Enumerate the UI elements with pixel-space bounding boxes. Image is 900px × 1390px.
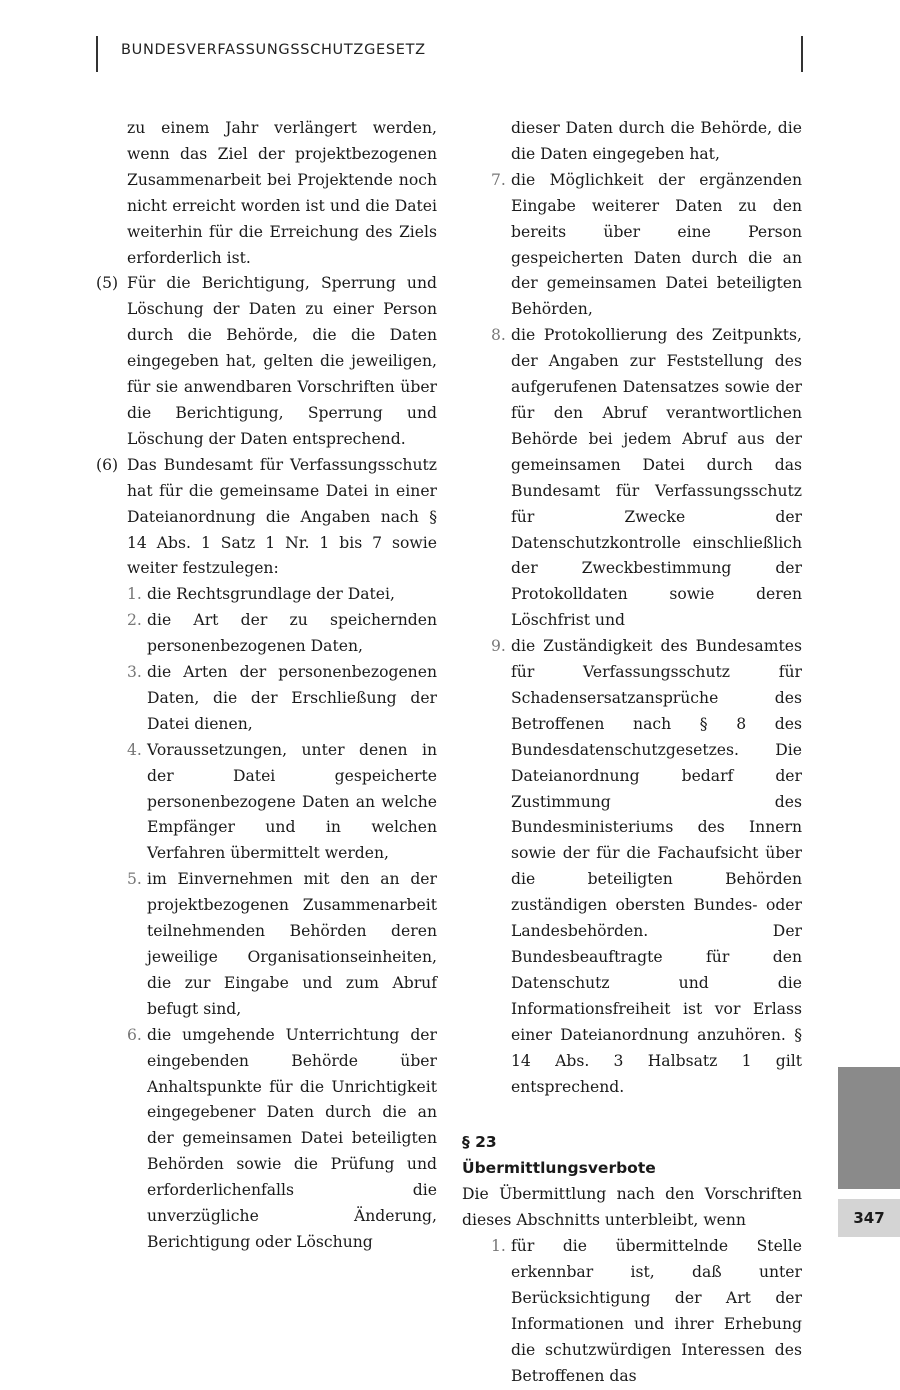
list-item [96, 660, 437, 738]
section-title: Übermittlungsverbote [462, 1159, 656, 1178]
header-rule-right [801, 36, 803, 72]
section-number: § 23 [462, 1133, 497, 1152]
thumb-tab [838, 1067, 900, 1189]
paragraph-number: (6) [96, 455, 119, 474]
item-text: die Zuständigkeit des Bundesamtes für Verfassungsschutz für Schadensersatzansprüche des Betroffenen nach § 8 des Bundesdatenschutzgesetzes. Die Dateianordnung bedarf der Zustimmung des Bundesministeriums des Innern sowie der für die Fachaufsicht über die beteiligten Behörden zuständigen obersten Bundes- oder Landesbehörden. Der Bundesbeauftragte für den Datenschutz und die Informationsfreiheit ist vor Erlass einer Dateianordnung anzuhören. § 14 Abs. 3 Halbsatz 1 gilt entsprechend. [511, 637, 802, 1096]
item-text: die Art der zu speichernden personenbezogenen Daten, [147, 611, 437, 656]
paragraph-text: Das Bundesamt für Verfassungsschutz hat für die gemeinsame Datei in einer Dateianordnung die Angaben nach § 14 Abs. 1 Satz 1 Nr. 1 bis 7 sowie weiter festzulegen: [127, 455, 437, 578]
item-number: 8. [491, 326, 506, 345]
list-item [96, 608, 437, 660]
list-item [462, 168, 802, 323]
running-head: BUNDESVERFASSUNGSSCHUTZGESETZ [121, 42, 426, 58]
item-text: die umgehende Unterrichtung der eingebenden Behörde über Anhaltspunkte für die Unrichtigkeit eingegebener Daten durch die an der gemeinsamen Datei beteiligten Behörden sowie die Prüfung und erforderlichenfalls die unverzügliche Änderung, Berichtigung oder Löschung [147, 1025, 437, 1251]
item-text: die Möglichkeit der ergänzenden Eingabe weiterer Daten zu den bereits über eine Person gespeicherten Daten durch die an der gemeinsamen Datei beteiligten Behörden, [511, 170, 802, 319]
list-item [462, 634, 802, 1100]
item-text: im Einvernehmen mit den an der projektbezogenen Zusammenarbeit teilnehmenden Behörden deren jeweilige Organisationseinheiten, die zur Eingabe und zum Abruf befugt sind, [147, 870, 437, 1018]
item-number: 1. [491, 1237, 506, 1256]
item-number: 6. [127, 1025, 142, 1044]
continuation-paragraph: dieser Daten durch die Behörde, die die Daten eingegeben hat, [511, 119, 802, 163]
header-rule-left [96, 36, 98, 72]
paragraph-5 [96, 271, 437, 452]
list-item [96, 867, 437, 1022]
item-number: 5. [127, 870, 142, 889]
list-item [462, 323, 802, 634]
paragraph-number: (5) [96, 274, 119, 293]
left-column [96, 116, 437, 1256]
item-text: die Arten der personenbezogenen Daten, die der Erschließung der Datei dienen, [147, 663, 437, 733]
section-intro: Die Übermittlung nach den Vorschriften dieses Abschnitts unterbleibt, wenn [462, 1185, 802, 1230]
list-item [96, 1023, 437, 1256]
right-column [462, 116, 802, 1390]
item-text: die Protokollierung des Zeitpunkts, der Angaben zur Feststellung des aufgerufenen Datensatzes sowie der für den Abruf verantwortlichen Behörde bei jedem Abruf aus der gemeinsamen Datei durch das Bundesamt für Verfassungsschutz für Zwecke der Datenschutzkontrolle einschließlich der Zweckbestimmung der Protokolldaten sowie deren Löschfrist und [511, 326, 802, 630]
list-item [96, 738, 437, 868]
page-number: 347 [838, 1199, 900, 1237]
paragraph-6 [96, 453, 437, 583]
continuation-paragraph: zu einem Jahr verlängert werden, wenn das Ziel der projektbezogenen Zusammenarbeit bei Projektende noch nicht erreicht worden ist und die Datei weiterhin für die Erreichung des Ziels erforderlich ist. [127, 119, 437, 267]
paragraph-text: Für die Berichtigung, Sperrung und Löschung der Daten zu einer Person durch die Behörde, die die Daten eingegeben hat, gelten die jeweiligen, für sie anwendbaren Vorschriften über die Berichtigung, Sperrung und Löschung der Daten entsprechend. [127, 274, 437, 448]
list-item [462, 1234, 802, 1389]
list-item [96, 582, 437, 608]
item-text: für die übermittelnde Stelle erkennbar ist, daß unter Berücksichtigung der Art der Informationen und ihrer Erhebung die schutzwürdigen Interessen des Betroffenen das [511, 1237, 802, 1385]
item-number: 1. [127, 585, 142, 604]
item-text: Voraussetzungen, unter denen in der Datei gespeicherte personenbezogene Daten an welche Empfänger und in welchen Verfahren übermittelt werden, [147, 740, 437, 863]
item-text: die Rechtsgrundlage der Datei, [147, 585, 395, 604]
item-number: 9. [491, 637, 506, 656]
item-number: 7. [491, 170, 506, 189]
item-number: 4. [127, 740, 142, 759]
item-number: 3. [127, 663, 142, 682]
item-number: 2. [127, 611, 142, 630]
